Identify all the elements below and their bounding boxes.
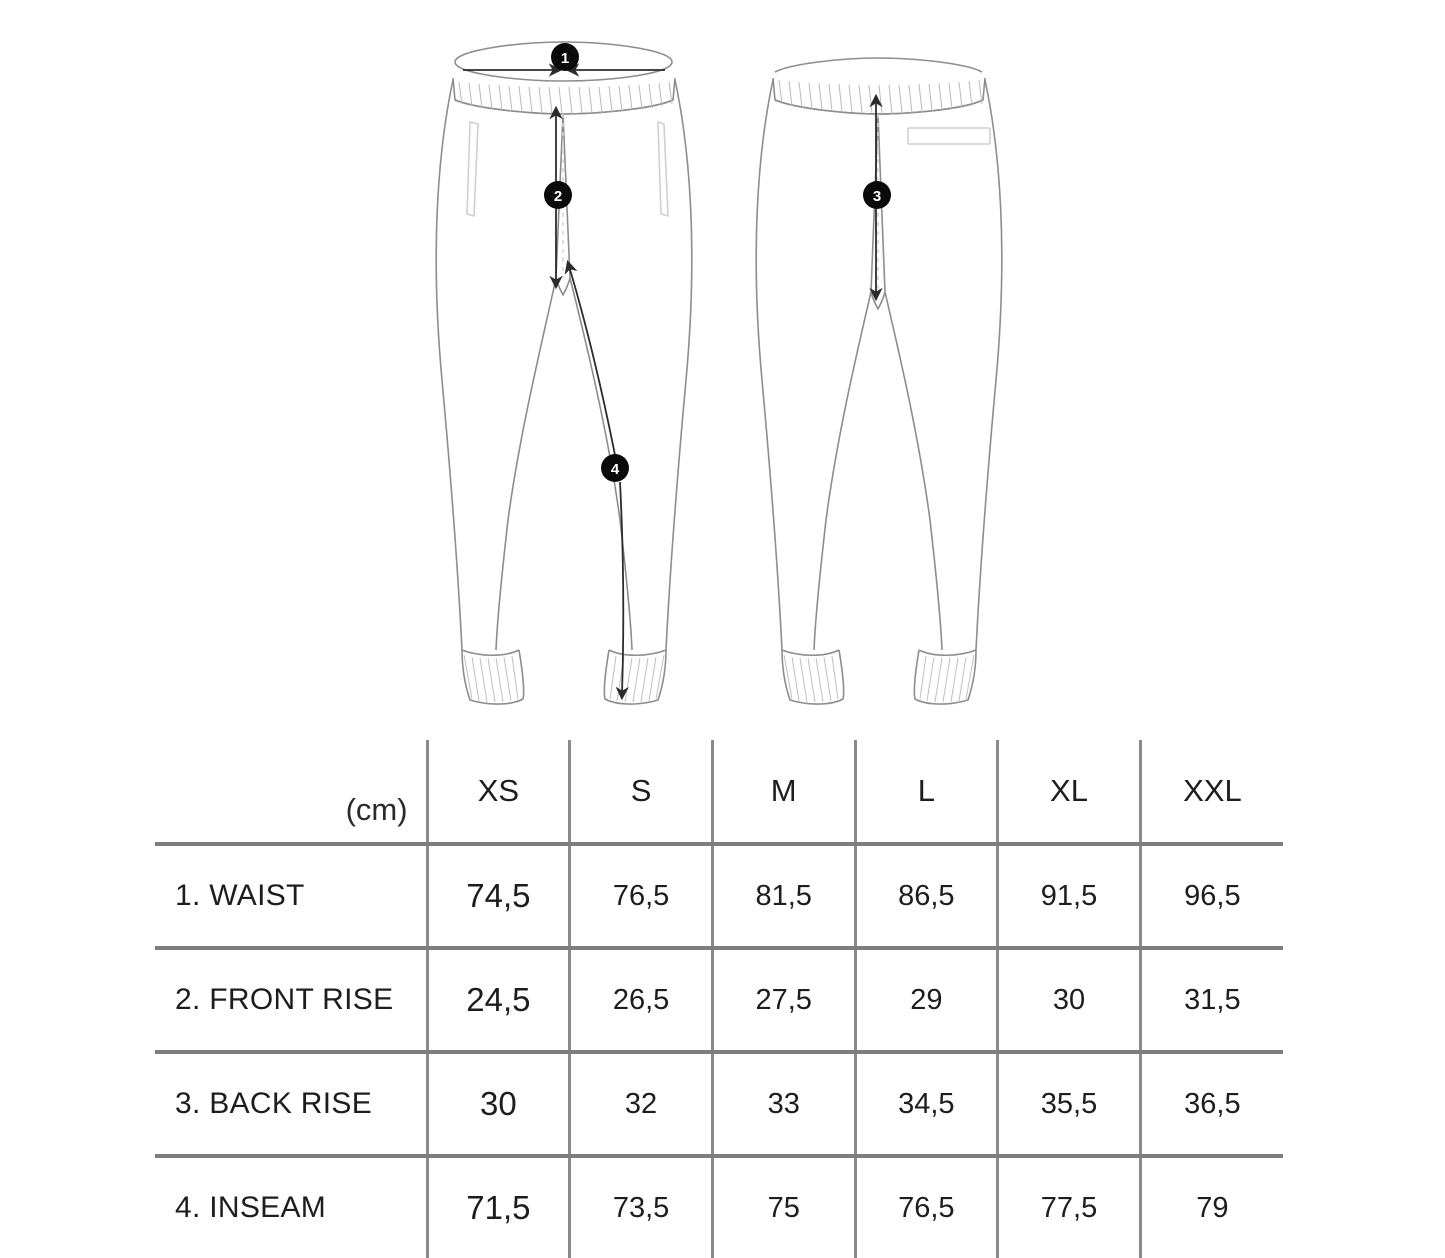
cell-inseam-xxl: 79 [1196,1191,1229,1224]
cell-inseam-s: 73,5 [570,1156,713,1258]
cell-waist-l: 86,5 [855,844,998,948]
table-row [155,1156,1283,1258]
cell-front-rise-xs: 24,5 [427,948,570,1052]
table-row [155,948,1283,1052]
front-view-outline [436,42,692,704]
callout-1 [551,43,579,71]
back-view-outline [756,58,1002,704]
callout-4 [601,454,629,482]
size-chart-table [155,740,1283,1258]
table-row [155,844,1283,948]
callout-1-label: 1 [560,50,570,67]
cell-waist-xxl: 96,5 [1140,844,1283,948]
cell-waist-xs: 74,5 [427,844,570,948]
size-header-xs: XS [427,740,570,844]
row-label-front-rise: 2. FRONT RISE [155,948,427,1052]
cell-waist-m: 81,5 [712,844,855,948]
cell-inseam-m: 75 [712,1156,855,1258]
row-label-inseam: 4. INSEAM [155,1156,427,1258]
row-label-back-rise: 3. BACK RISE [155,1052,427,1156]
cell-inseam-xs: 71,5 [427,1156,570,1258]
cell-front-rise-m: 27,5 [712,948,855,1052]
callout-3-label: 3 [872,188,882,205]
callout-2 [544,181,572,209]
callout-4-label: 4 [610,461,620,478]
size-header-m: M [712,740,855,844]
table-header-row [155,740,1283,844]
cell-back-rise-m: 33 [712,1052,855,1156]
cell-back-rise-xxl: 36,5 [1140,1052,1283,1156]
inseam-arrow-up [569,266,615,455]
cell-back-rise-xl: 35,5 [998,1052,1141,1156]
size-header-l: L [855,740,998,844]
cell-waist-s: 76,5 [570,844,713,948]
size-header-s: S [570,740,713,844]
size-header-xxl: XXL [1140,740,1283,844]
table-row [155,1052,1283,1156]
cell-front-rise-xxl: 31,5 [1140,948,1283,1052]
cell-back-rise-s: 32 [570,1052,713,1156]
callout-3 [863,181,891,209]
unit-label: (cm) [155,740,427,844]
cell-front-rise-xl: 30 [998,948,1141,1052]
size-header-xl: XL [998,740,1141,844]
cell-inseam-l: 76,5 [855,1156,998,1258]
cell-front-rise-s: 26,5 [570,948,713,1052]
row-label-waist: 1. WAIST [155,844,427,948]
cell-back-rise-l: 34,5 [855,1052,998,1156]
inseam-arrow-down [620,482,623,694]
cell-waist-xl: 91,5 [998,844,1141,948]
cell-inseam-xl: 77,5 [998,1156,1141,1258]
callout-2-label: 2 [553,188,563,205]
cell-front-rise-l: 29 [855,948,998,1052]
cell-back-rise-xs: 30 [427,1052,570,1156]
